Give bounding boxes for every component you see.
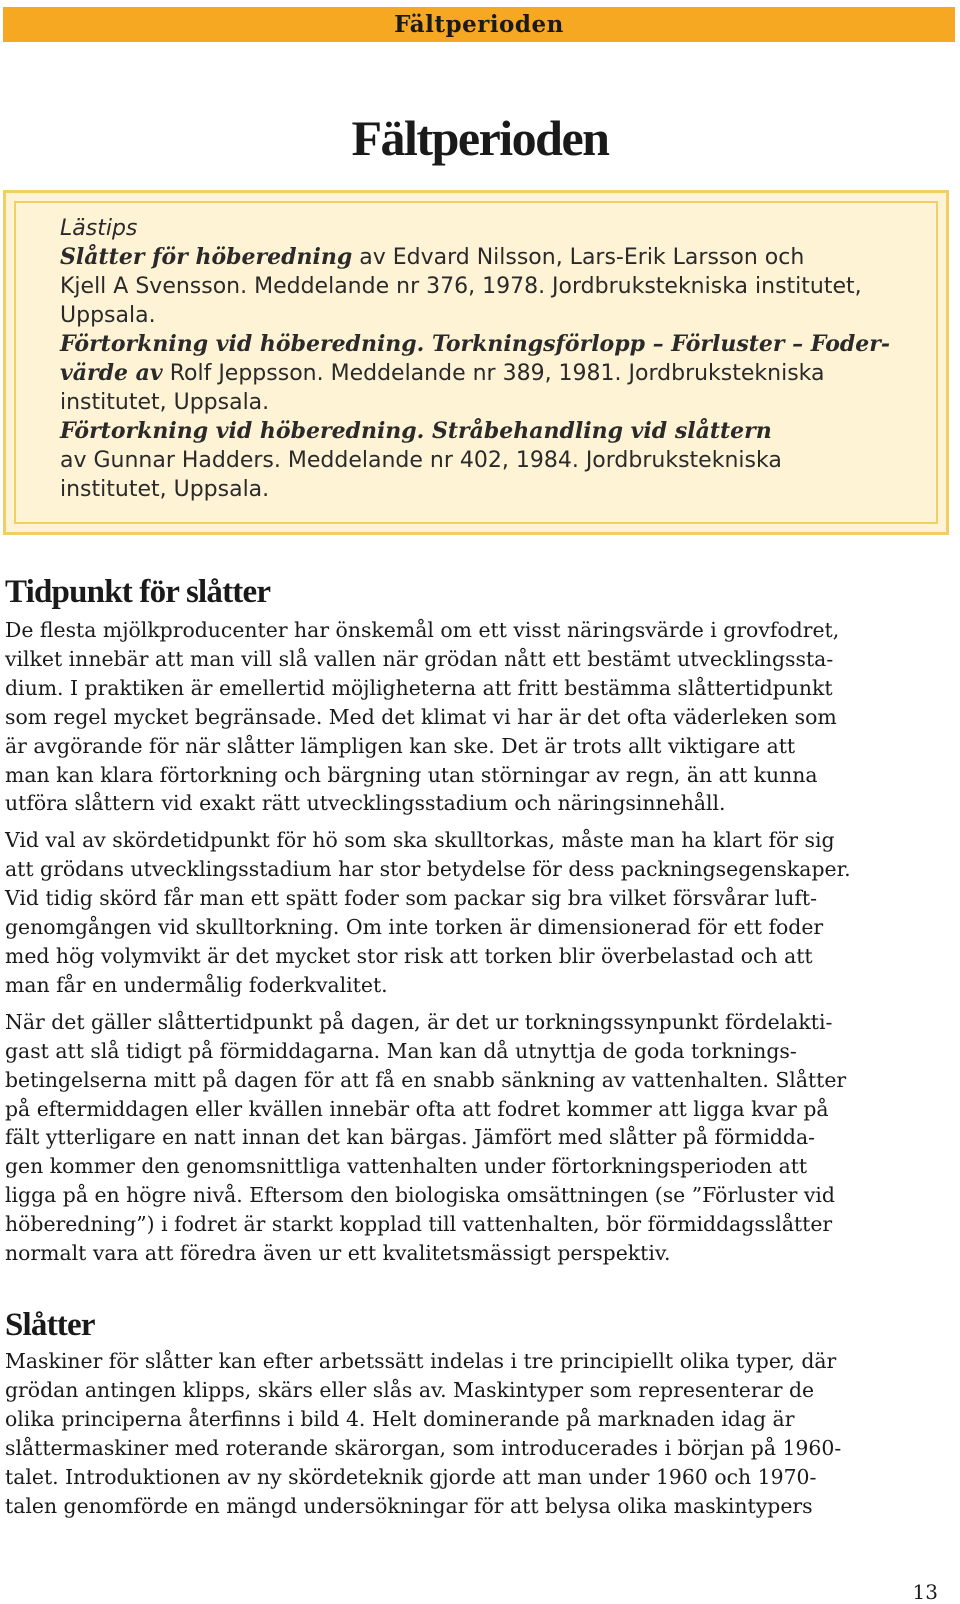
paragraph-line: man får en undermålig foderkvalitet.	[5, 972, 388, 997]
paragraph-line: på eftermiddagen eller kvällen innebär ofta att fodret kommer att ligga kvar på	[5, 1096, 829, 1121]
section-slatter	[5, 1305, 940, 1520]
section-body	[5, 1347, 940, 1520]
paragraph-line: dium. I praktiken är emellertid möjligheterna att fritt bestämma slåttertidpunkt	[5, 675, 833, 700]
paragraph-line: som regel mycket begränsade. Med det klimat vi har är det ofta väderleken som	[5, 704, 837, 729]
paragraph-line: att grödans utvecklingsstadium har stor betydelse för dess packningsegenskaper.	[5, 857, 851, 882]
paragraph-line: gen kommer den genomsnittliga vattenhalten under förtorkningsperioden att	[5, 1154, 808, 1179]
reading-tip-line	[60, 446, 930, 475]
paragraph-line: gast att slå tidigt på förmiddagarna. Man kan då utnyttja de goda torknings-	[5, 1038, 797, 1063]
running-header	[3, 7, 955, 42]
paragraph-line: är avgörande för när slåtter lämpligen kan ske. Det är trots allt viktigare att	[5, 733, 796, 758]
paragraph-line: grödan antingen klipps, skärs eller slås av. Maskintyper som representerar de	[5, 1377, 815, 1402]
body-paragraph	[5, 826, 940, 999]
reading-tips-list	[60, 243, 930, 504]
reading-tip-text: institutet, Uppsala.	[60, 390, 270, 415]
body-paragraph	[5, 616, 940, 818]
paragraph-line: Vid val av skördetidpunkt för hö som ska skulltorkas, måste man ha klart för sig	[5, 828, 835, 853]
paragraph-line: höberedning”) i fodret är starkt kopplad till vattenhalten, bör förmiddagsslåtter	[5, 1212, 833, 1237]
reading-tip-line	[60, 417, 930, 446]
paragraph-line: normalt vara att föredra även ur ett kvalitetsmässigt perspektiv.	[5, 1241, 671, 1266]
paragraph-line: betingelserna mitt på dagen för att få en snabb sänkning av vattenhalten. Slåtter	[5, 1067, 847, 1092]
reading-tip-line	[60, 359, 930, 388]
reading-tip-title: Förtorkning vid höberedning. Stråbehandling vid slåttern	[60, 418, 772, 444]
paragraph-line: Vid tidig skörd får man ett spätt foder som packar sig bra vilket försvårar luft-	[5, 886, 817, 911]
reading-tip-text: av Gunnar Hadders. Meddelande nr 402, 1984. Jordbrukstekniska	[60, 448, 782, 473]
paragraph-line: fält ytterligare en natt innan det kan bärgas. Jämfört med slåtter på förmidda-	[5, 1125, 816, 1150]
reading-tip-line	[60, 388, 930, 417]
reading-tip-line	[60, 301, 930, 330]
paragraph-line: talen genomförde en mängd undersökningar för att belysa olika maskintypers	[5, 1493, 813, 1518]
reading-tip-line	[60, 272, 930, 301]
reading-tip-line	[60, 330, 930, 359]
page-number: 13	[912, 1580, 938, 1604]
reading-tip-text: Rolf Jeppsson. Meddelande nr 389, 1981. Jordbrukstekniska	[162, 361, 825, 386]
paragraph-line: talet. Introduktionen av ny skördeteknik gjorde att man under 1960 och 1970-	[5, 1464, 817, 1489]
section-heading: Tidpunkt för slåtter	[5, 574, 271, 610]
running-header-title: Fältperioden	[394, 11, 564, 38]
reading-tip-text: av Edvard Nilsson, Lars-Erik Larsson och	[352, 245, 805, 270]
section-tidpunkt	[5, 572, 940, 1268]
paragraph-line: Maskiner för slåtter kan efter arbetssätt indelas i tre principiellt olika typer, där	[5, 1349, 837, 1373]
paragraph-line: genomgången vid skulltorkning. Om inte torken är dimensionerad för ett foder	[5, 915, 824, 940]
section-body	[5, 616, 940, 1268]
paragraph-line: vilket innebär att man vill slå vallen när grödan nått ett bestämt utvecklingssta-	[5, 646, 834, 671]
body-paragraph	[5, 1008, 940, 1268]
reading-tips-text	[60, 214, 930, 504]
paragraph-line: med hög volymvikt är det mycket stor risk att torken blir överbelastad och att	[5, 943, 813, 968]
paragraph-line: När det gäller slåttertidpunkt på dagen, är det ur torkningssynpunkt fördelakti-	[5, 1009, 833, 1034]
paragraph-line: utföra slåttern vid exakt rätt utvecklingsstadium och näringsinnehåll.	[5, 791, 726, 816]
reading-tips-label: Lästips	[60, 216, 138, 241]
reading-tip-line	[60, 475, 930, 504]
page-title: Fältperioden	[351, 110, 609, 166]
section-heading: Slåtter	[5, 1307, 95, 1343]
reading-tip-title: Slåtter för höberedning	[60, 244, 353, 270]
reading-tip-text: institutet, Uppsala.	[60, 477, 270, 502]
paragraph-line: ligga på en högre nivå. Eftersom den biologiska omsättningen (se ”Förluster vid	[5, 1183, 835, 1208]
body-paragraph	[5, 1347, 940, 1520]
paragraph-line: olika principerna återfinns i bild 4. Helt dominerande på marknaden idag är	[5, 1406, 795, 1431]
reading-tip-text: Uppsala.	[60, 303, 156, 328]
reading-tip-title: värde av	[60, 360, 163, 386]
paragraph-line: slåttermaskiner med roterande skärorgan, som introducerades i början på 1960-	[5, 1435, 842, 1460]
reading-tip-title: Förtorkning vid höberedning. Torkningsförlopp – Förluster – Foder-	[60, 331, 890, 357]
reading-tip-text: Kjell A Svensson. Meddelande nr 376, 1978. Jordbrukstekniska institutet,	[60, 274, 862, 299]
paragraph-line: man kan klara förtorkning och bärgning utan störningar av regn, än att kunna	[5, 762, 818, 787]
paragraph-line: De flesta mjölkproducenter har önskemål om ett visst näringsvärde i grovfodret,	[5, 618, 840, 642]
reading-tip-line	[60, 243, 930, 272]
